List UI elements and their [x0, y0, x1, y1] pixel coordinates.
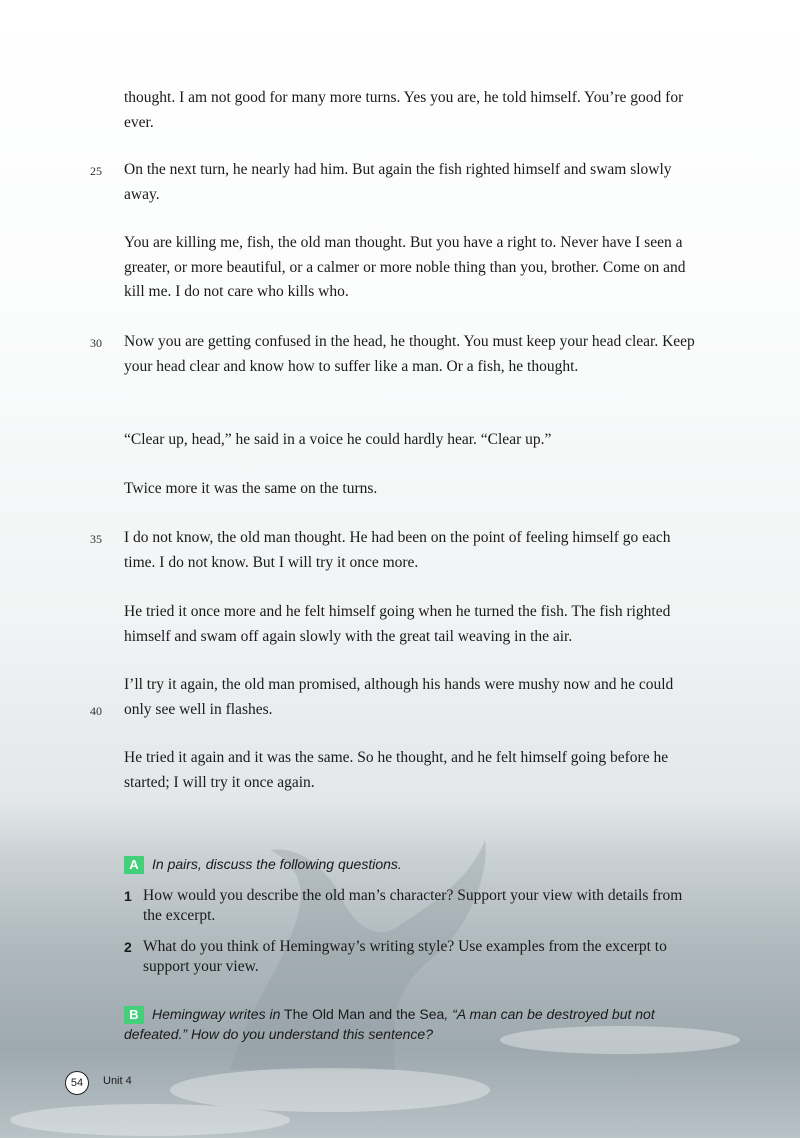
question-text: What do you think of Hemingway’s writing style? Use examples from the excerpt to support your view. [143, 938, 667, 975]
question-item [124, 937, 704, 977]
question-item [124, 886, 704, 926]
passage-paragraph: thought. I am not good for many more turns. Yes you are, he told himself. You’re good for ever. [124, 89, 684, 131]
passage-paragraph: Now you are getting confused in the head, he thought. You must keep your head clear. Keep your head clear and know how to suffer like a man. Or a fish, he thought. [124, 333, 695, 375]
passage-paragraph: He tried it once more and he felt himself going when he turned the fish. The fish righted himself and swam off again slowly with the great tail weaving in the air. [124, 603, 671, 645]
page-number: 54 [65, 1071, 89, 1095]
question-number: 2 [124, 939, 132, 955]
activity-a-header [124, 854, 704, 874]
activity-b-badge: B [124, 1006, 144, 1024]
passage-paragraph: You are killing me, fish, the old man thought. But you have a right to. Never have I seen a greater, or more beautiful, or a calmer or more noble thing than you, brother. Come on and kill me. I do not care who kills who. [124, 234, 686, 300]
question-text: How would you describe the old man’s character? Support your view with details from the excerpt. [143, 887, 683, 924]
book-title: The Old Man and the Sea [284, 1006, 445, 1022]
line-number: 30 [90, 336, 102, 350]
line-number: 35 [90, 532, 102, 546]
activity-b [124, 1004, 704, 1044]
passage-paragraph: “Clear up, head,” he said in a voice he could hardly hear. “Clear up.” [124, 431, 552, 448]
passage-paragraph: I’ll try it again, the old man promised, although his hands were mushy now and he could only see well in flashes. [124, 676, 674, 718]
passage-paragraph: On the next turn, he nearly had him. But again the fish righted himself and swam slowly away. [124, 161, 672, 203]
activity-b-prompt-end: , “A man can be destroyed but not defeated.” How do you understand this sentence? [124, 1006, 655, 1042]
passage-paragraph: I do not know, the old man thought. He had been on the point of feeling himself go each time. I do not know. But I will try it once more. [124, 529, 671, 571]
unit-label: Unit 4 [103, 1075, 132, 1087]
line-number: 40 [90, 704, 102, 718]
activity-a-badge: A [124, 856, 144, 874]
line-number: 25 [90, 164, 102, 178]
activity-b-prompt-start: Hemingway writes in [152, 1006, 281, 1022]
passage-paragraph: Twice more it was the same on the turns. [124, 480, 378, 497]
passage-paragraph: He tried it again and it was the same. So he thought, and he felt himself going before he started; I will try it once again. [124, 749, 669, 791]
question-number: 1 [124, 888, 132, 904]
activity-a-instruction: In pairs, discuss the following questions. [152, 856, 402, 872]
